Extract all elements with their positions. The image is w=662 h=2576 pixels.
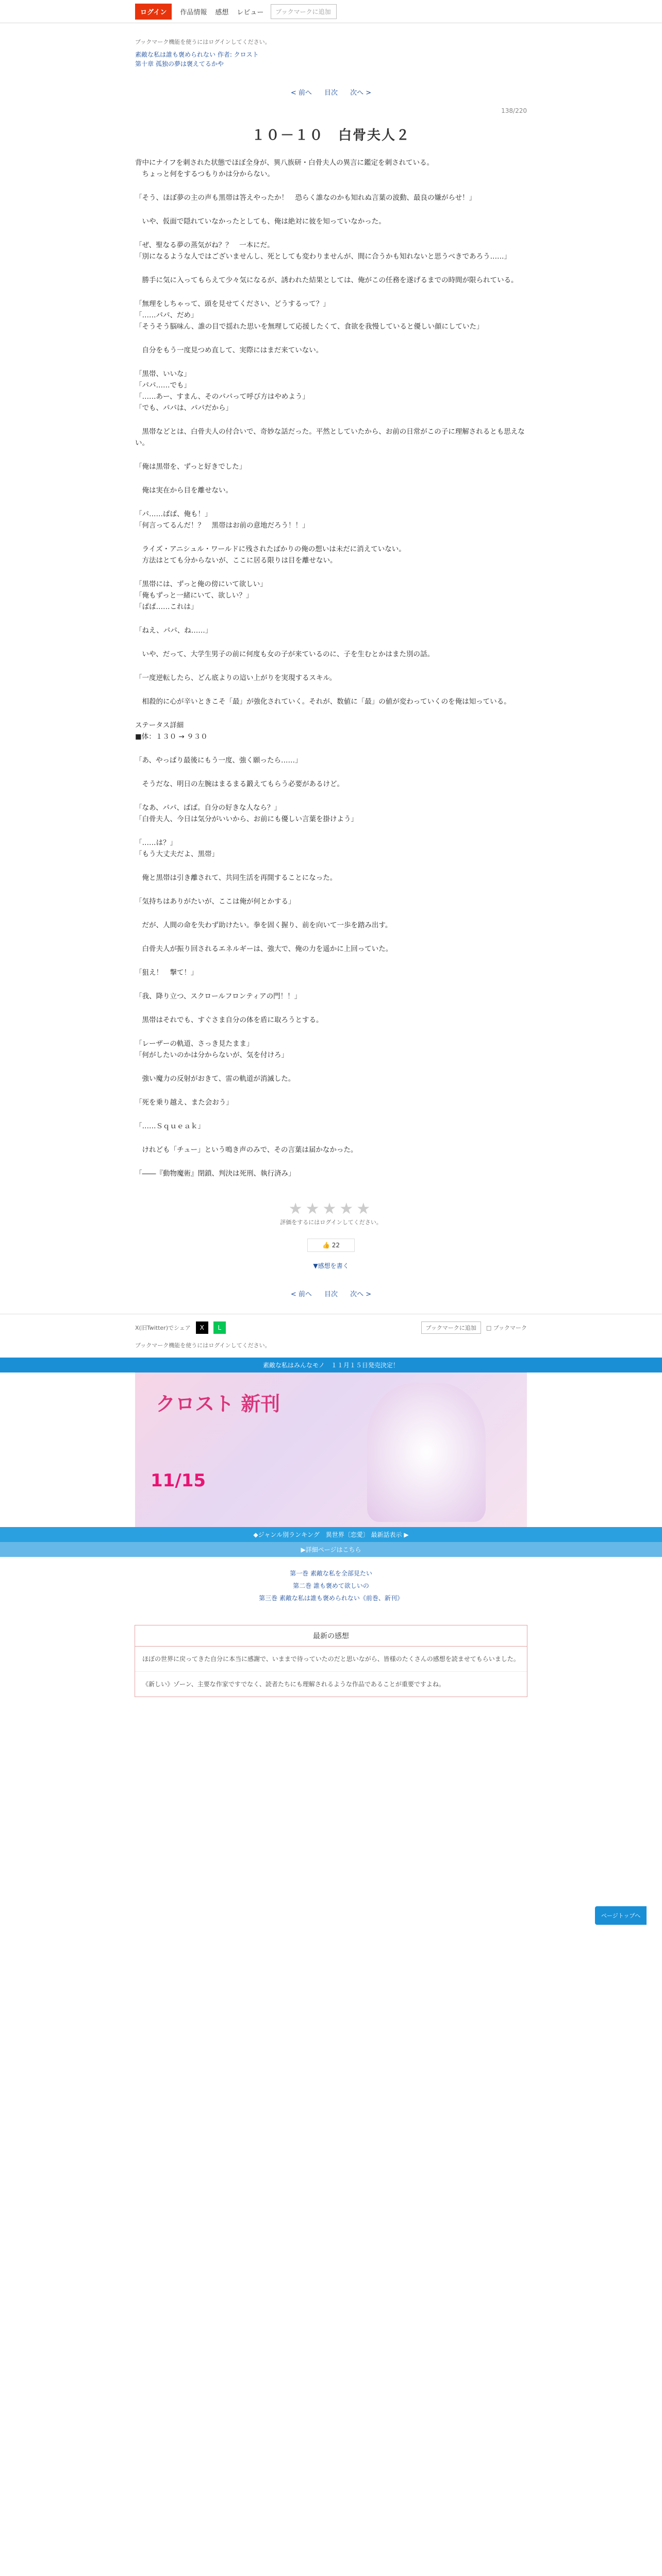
top-bar xyxy=(0,0,662,23)
breadcrumb-chapter[interactable]: 第十章 孤独の夢は褒えてるかや xyxy=(135,60,224,67)
paragraph: 「――『動物魔術』閉鎖、判決は死刑、執行済み」 xyxy=(135,1170,295,1178)
page-number: 138/220 xyxy=(501,107,527,114)
nav-item-info[interactable]: 作品情報 xyxy=(180,8,207,16)
toc-link[interactable]: 目次 xyxy=(324,89,338,97)
pager-bottom xyxy=(135,1289,527,1298)
paragraph: 「無理をしちゃって、頭を見せてください、どうするって？」 「……パパ、だめ」 「そうそう脳味ん、誰の目で揺れた思いを無理して応援したくて、食欲を我慢していると優しい顔にしていた」 xyxy=(135,300,484,331)
paragraph: だが、人間の命を失わず助けたい。拳を固く握り、前を向いて一歩を踏み出す。 xyxy=(135,921,392,929)
main-content xyxy=(135,38,527,1298)
paragraph: 「……は？」 「もう大丈夫だよ、黒帯」 xyxy=(135,839,219,858)
paragraph: 自分をもう一度見つめ直して、実際にはまだ来ていない。 xyxy=(135,346,323,354)
toc-link-bottom[interactable]: 目次 xyxy=(324,1291,338,1298)
bookmark-add-footer[interactable]: ブックマークに追加 xyxy=(421,1321,481,1334)
promo-logo: クロスト 新刊 xyxy=(156,1393,280,1415)
paragraph: 黒帯などとは、白骨夫人の付合いで、奇妙な話だった。平然としていたから、お前の日常がこの子に理解されるとも思えない。 xyxy=(135,428,525,447)
latest-reviews xyxy=(135,1625,527,1697)
volume-link-2[interactable]: 第二巻 誰も褒めて欲しいの xyxy=(293,1582,369,1589)
paragraph: けれども「チュー」という鳴き声のみで、その言葉は届かなかった。 xyxy=(135,1146,358,1154)
paragraph: いや、仮面で隠れていなかったとしても、俺は絶対に彼を知っていなかった。 xyxy=(135,217,386,226)
paragraph: 「黒帯、いいな」 「パパ……でも」 「……あー、すまん、そのパパって呼び方はやめよう」 「でも、パパは、パパだから」 xyxy=(135,370,309,412)
breadcrumb-novel[interactable]: 素敵な私は誰も褒められない 作者: クロスト xyxy=(135,51,259,58)
paragraph: 相殺的に心が辛いときこそ「最」が強化されていく。それが、数値に「最」の値が変わっていくのを俺は知っている。 xyxy=(135,698,511,706)
bookmark-footer-link[interactable]: □ ブックマーク xyxy=(486,1325,527,1331)
next-link[interactable]: 次へ > xyxy=(350,89,372,97)
promo-banner-bottom[interactable]: ◆ジャンル別ランキング 異世界〔恋愛〕 最新話表示 ▶ xyxy=(0,1527,662,1542)
paragraph: 「我、降り立つ、スクロールフロンティアの門！！」 xyxy=(135,992,302,1001)
feedback-link[interactable]: ▼感想を書く xyxy=(313,1262,349,1269)
paragraph: 「俺は黒帯を、ずっと好きでした」 xyxy=(135,463,246,471)
paragraph: 「レーザーの軌道、さっき見たまま」 「何がしたいのかは分からないが、気を付けろ」 xyxy=(135,1040,288,1059)
volume-links xyxy=(0,1567,662,1604)
login-button[interactable]: ログイン xyxy=(135,4,172,20)
paragraph: 「そう、ほぼ夢の主の声も黒帯は答えやったか！ 恐らく誰なのかも知れぬ言葉の波動、最良の嫌がらせ！」 xyxy=(135,194,476,202)
promo-banner-bottom-2[interactable]: ▶詳細ページはこちら xyxy=(0,1542,662,1557)
paragraph: ステータス詳細 ■体：１３０ → ９３０ xyxy=(135,721,208,741)
next-link-bottom[interactable]: 次へ > xyxy=(350,1291,372,1298)
paragraph: 「ねえ、パパ、ね……」 xyxy=(135,626,212,635)
chapter-title: １０－１０ 白骨夫人２ xyxy=(251,128,410,143)
bookmark-add-button[interactable]: ブックマークに追加 xyxy=(271,4,337,19)
paragraph: 「気持ちはありがたいが、ここは俺が何とかする」 xyxy=(135,897,295,906)
paragraph: 「なあ、パパ、ぱぱ。自分の好きな人なら？」 「白骨夫人、今日は気分がいいから、お前にも優しい言葉を掛けよう」 xyxy=(135,804,358,823)
pager-top xyxy=(135,87,527,97)
paragraph: いや、だって、大学生男子の前に何度も女の子が来ているのに、子を生むとかはまた別の話。 xyxy=(135,650,434,658)
paragraph: ライズ・アニシュル・ワールドに残されたばかりの俺の想いは未だに消えていない。 方法はとても分からないが、ここに居る限りは目を離せない。 xyxy=(142,545,406,565)
like-button[interactable]: 👍 22 xyxy=(307,1239,355,1252)
breadcrumb xyxy=(135,50,527,69)
rating-note: 評価をするにはログインしてください。 xyxy=(280,1219,382,1226)
nav-item-review[interactable]: レビュー xyxy=(237,8,264,16)
footer-bar xyxy=(0,1314,662,1341)
paragraph: 俺は実在から目を離せない。 xyxy=(135,486,233,495)
paragraph: 俺と黒帯は引き離されて、共同生活を再開することになった。 xyxy=(135,874,337,882)
paragraph: 白骨夫人が振り回されるエネルギーは、強大で、俺の力を遥かに上回っていた。 xyxy=(135,945,393,953)
paragraph: 「死を乗り越え、また会おう」 xyxy=(135,1098,233,1107)
paragraph: 「一度逆転したら、どん底よりの這い上がりを実現するスキル。 xyxy=(135,674,337,682)
paragraph: 「パ……ぱぱ、俺も！」 「何言ってるんだ！？ 黒帯はお前の意地だろう！！」 xyxy=(135,510,309,530)
paragraph: 「……Ｓｑｕｅａｋ」 xyxy=(135,1122,205,1130)
promo-character-image xyxy=(367,1383,486,1522)
paragraph: そうだな、明日の左腕はまるまる鍛えてもらう必要があるけど。 xyxy=(135,780,344,788)
promo-image[interactable] xyxy=(135,1372,527,1527)
rating-stars[interactable]: ★★★★★ xyxy=(288,1200,374,1218)
paragraph: 勝手に気に入ってもらえて少々気になるが、誘われた結果としては、俺がこの任務を遂げるまでの時間が限られている。 xyxy=(135,276,518,284)
paragraph: 「狙え！ 撃て！」 xyxy=(135,969,198,977)
volume-link-1[interactable]: 第一巻 素敵な私を全部見たい xyxy=(290,1570,372,1577)
prev-link-bottom[interactable]: < 前へ xyxy=(290,1291,312,1298)
volume-link-3[interactable]: 第三巻 素敵な私は誰も褒められない《前巻、新刊》 xyxy=(259,1595,403,1602)
review-item: 《新しい》ゾーン、主要な作家ですでなく、読者たちにも理解されるような作品であることが重要ですよね。 xyxy=(135,1671,527,1697)
page-top-button[interactable]: ページトップへ xyxy=(595,1906,647,1925)
bookmark-notice: ブックマーク機能を使うにはログインしてください。 xyxy=(135,39,271,45)
promo-date: 11/15 xyxy=(151,1470,206,1491)
chapter-body xyxy=(135,157,527,1179)
reviews-heading: 最新の感想 xyxy=(135,1625,527,1647)
line-share-icon[interactable]: L xyxy=(213,1321,226,1334)
share-label: X(旧Twitter)でシェア xyxy=(135,1325,191,1331)
paragraph: 「黒帯には、ずっと俺の傍にいて欲しい」 「俺もずっと一緒にいて、欲しい？」 「ぱぱ……これは」 xyxy=(135,580,267,611)
paragraph: 背中にナイフを刺された状態でほぼ全身が、異八族研・白骨夫人の異言に鑑定を刺されている。 ちょっと何をするつもりかは分からない。 xyxy=(135,159,434,178)
paragraph: 「あ、やっぱり最後にもう一度、強く願ったら……」 xyxy=(135,756,302,765)
review-item: ほぼの世界に戻ってきた自分に本当に感謝で、いままで待っていたのだと思いながら、皆様のたくさんの感想を読ませてもらいました。 xyxy=(142,1655,520,1663)
nav-item-impression[interactable]: 感想 xyxy=(215,8,229,16)
promo-banner-top[interactable]: 素敵な私はみんなモノ １１月１５日発売決定！ xyxy=(0,1358,662,1372)
footer-notice: ブックマーク機能を使うにはログインしてください。 xyxy=(135,1342,271,1349)
x-share-icon[interactable]: X xyxy=(196,1321,208,1334)
paragraph: 黒帯はそれでも、すぐさま自分の体を盾に取ろうとする。 xyxy=(135,1016,323,1024)
prev-link[interactable]: < 前へ xyxy=(290,89,312,97)
paragraph: 「ぜ、聖なる夢の蒸気がね？？ 一本にだ。 「別になるような人ではございませんし、死としても変わりませんが、間に合うかも知れないと思うべきであろう……」 xyxy=(135,241,511,261)
paragraph: 強い魔力の反射がおきて、雷の軌道が消滅した。 xyxy=(135,1075,295,1083)
